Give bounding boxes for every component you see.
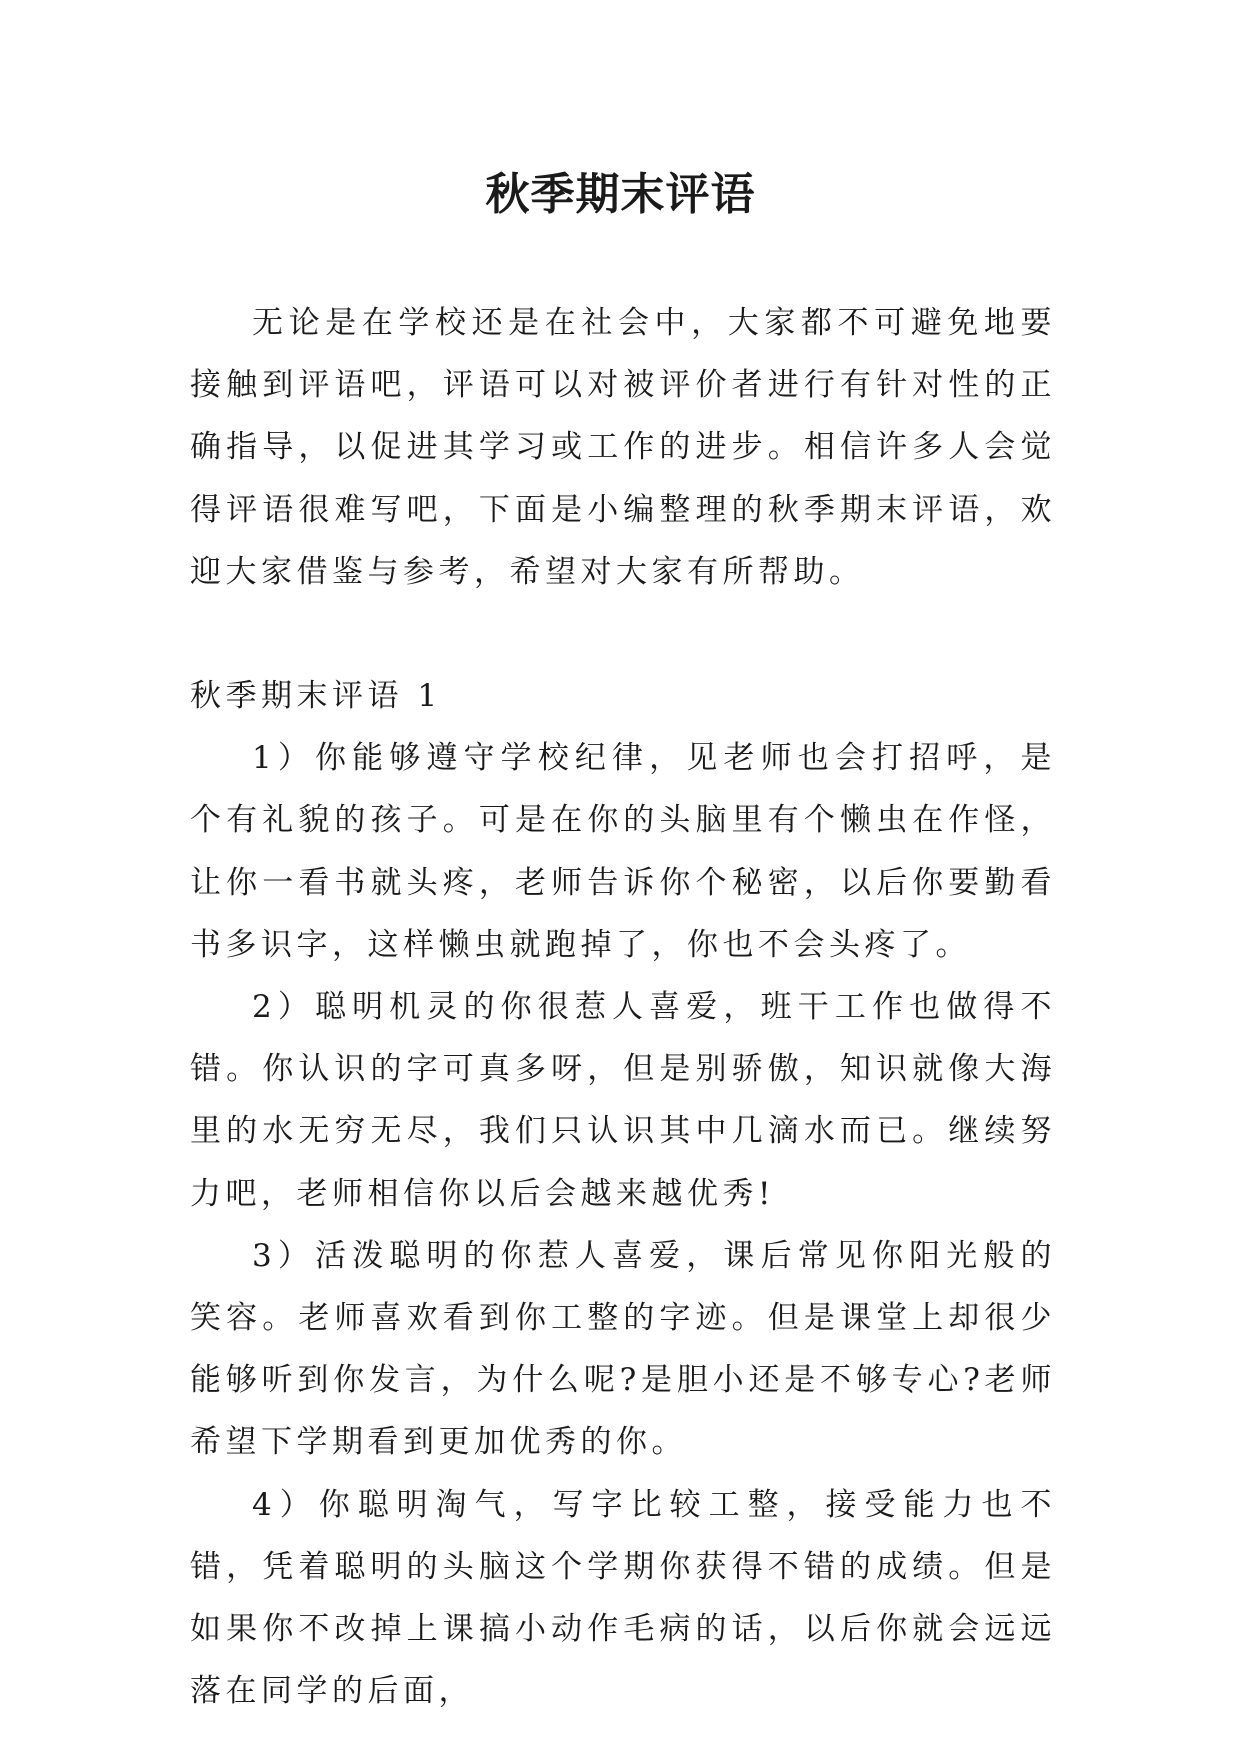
- comment-item-2: 2）聪明机灵的你很惹人喜爱，班干工作也做得不错。你认识的字可真多呀，但是别骄傲，知识就像大海里的水无穷无尽，我们只认识其中几滴水而已。继续努力吧，老师相信你以后会越来越优秀!: [190, 989, 1056, 1212]
- page-title: 秋季期末评语: [485, 169, 756, 220]
- paragraph-gap: [190, 603, 1056, 665]
- document-body: [190, 292, 1056, 1722]
- section-heading: 秋季期末评语 1: [190, 678, 442, 715]
- intro-paragraph: 无论是在学校还是在社会中，大家都不可避免地要接触到评语吧，评语可以对被评价者进行有针对性的正确指导，以促进其学习或工作的进步。相信许多人会觉得评语很难写吧，下面是小编整理的秋季期末评语，欢迎大家借鉴与参考，希望对大家有所帮助。: [190, 305, 1056, 590]
- comment-item-1: 1）你能够遵守学校纪律，见老师也会打招呼，是个有礼貌的孩子。可是在你的头脑里有个懒虫在作怪，让你一看书就头疼，老师告诉你个秘密，以后你要勤看书多识字，这样懒虫就跑掉了，你也不会头疼了。: [190, 740, 1056, 963]
- comment-item-3: 3）活泼聪明的你惹人喜爱，课后常见你阳光般的笑容。老师喜欢看到你工整的字迹。但是课堂上却很少能够听到你发言，为什么呢?是胆小还是不够专心?老师希望下学期看到更加优秀的你。: [190, 1237, 1056, 1461]
- comment-item-4: 4）你聪明淘气，写字比较工整，接受能力也不错，凭着聪明的头脑这个学期你获得不错的成绩。但是如果你不改掉上课搞小动作毛病的话，以后你就会远远落在同学的后面，: [190, 1486, 1056, 1710]
